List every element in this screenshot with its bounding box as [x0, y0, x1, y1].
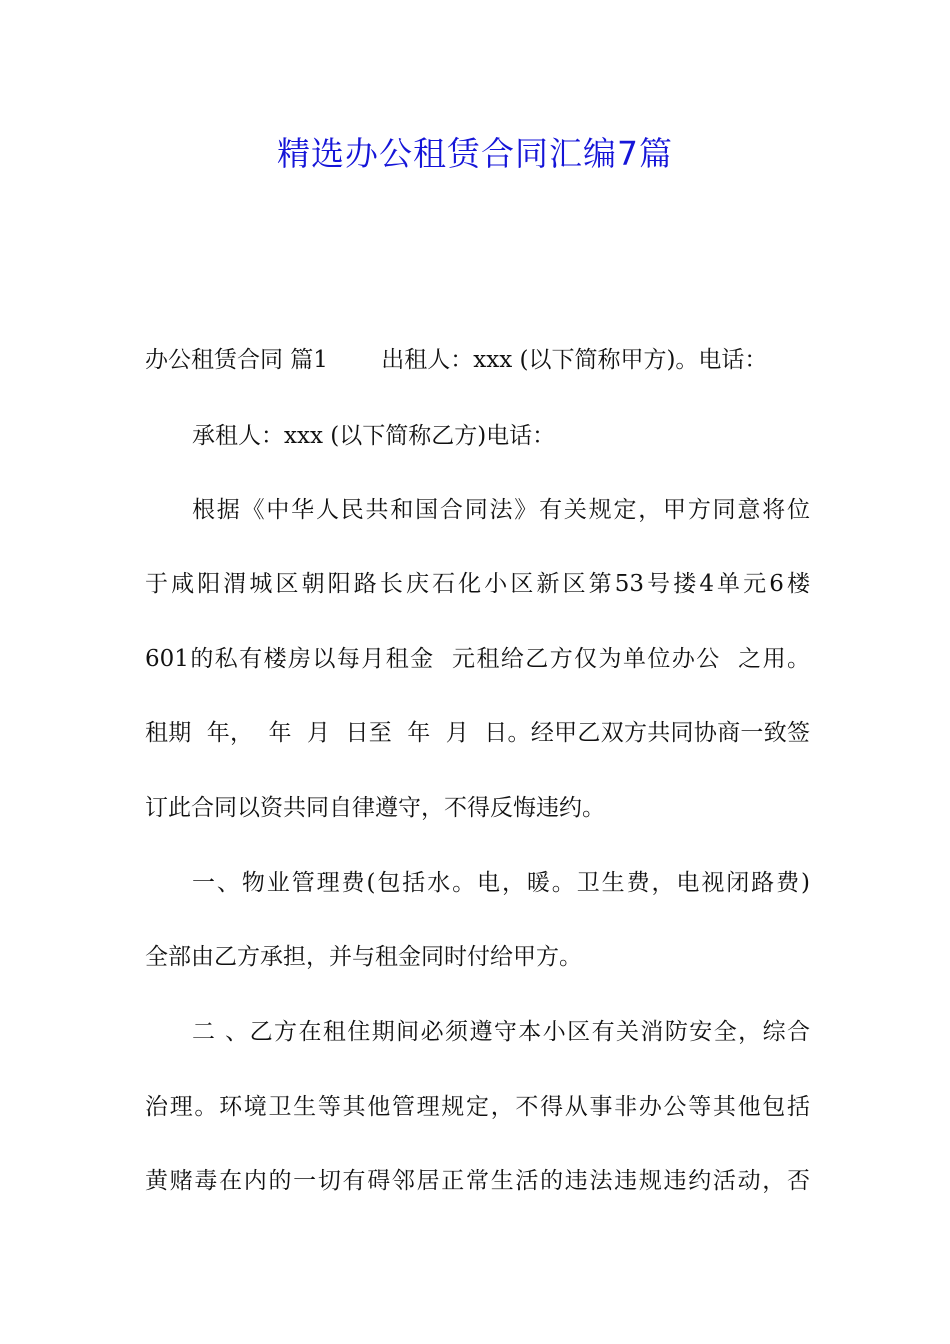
paragraph-line: 根据《中华人民共和国合同法》有关规定，甲方同意将位 [192, 497, 810, 523]
paragraph-line: 租期 年， 年 月 日至 年 月 日。经甲乙双方共同协商一致签 [145, 720, 810, 746]
paragraph-line: 订此合同以资共同自律遵守，不得反悔违约。 [145, 795, 605, 821]
paragraph-line: 承租人：xxx (以下简称乙方)电话： [192, 423, 556, 449]
paragraph-line: 二 、乙方在租住期间必须遵守本小区有关消防安全，综合 [192, 1019, 810, 1045]
paragraph-line: 601的私有楼房以每月租金 元租给乙方仅为单位办公 之用。 [145, 646, 810, 672]
paragraph-line: 治理。环境卫生等其他管理规定，不得从事非办公等其他包括 [145, 1094, 810, 1120]
paragraph-line: 全部由乙方承担，并与租金同时付给甲方。 [145, 944, 582, 970]
paragraph-line: 于咸阳渭城区朝阳路长庆石化小区新区第53号搂4单元6楼 [145, 571, 810, 597]
paragraph-line: 黄赌毒在内的一切有碍邻居正常生活的违法违规违约活动，否 [145, 1168, 810, 1194]
paragraph-line: 办公租赁合同 篇1 出租人：xxx (以下简称甲方)。电话： [145, 347, 768, 373]
paragraph-line: 一、物业管理费(包括水。电，暖。卫生费，电视闭路费) [192, 870, 810, 896]
document-title: 精选办公租赁合同汇编7篇 [277, 134, 673, 173]
